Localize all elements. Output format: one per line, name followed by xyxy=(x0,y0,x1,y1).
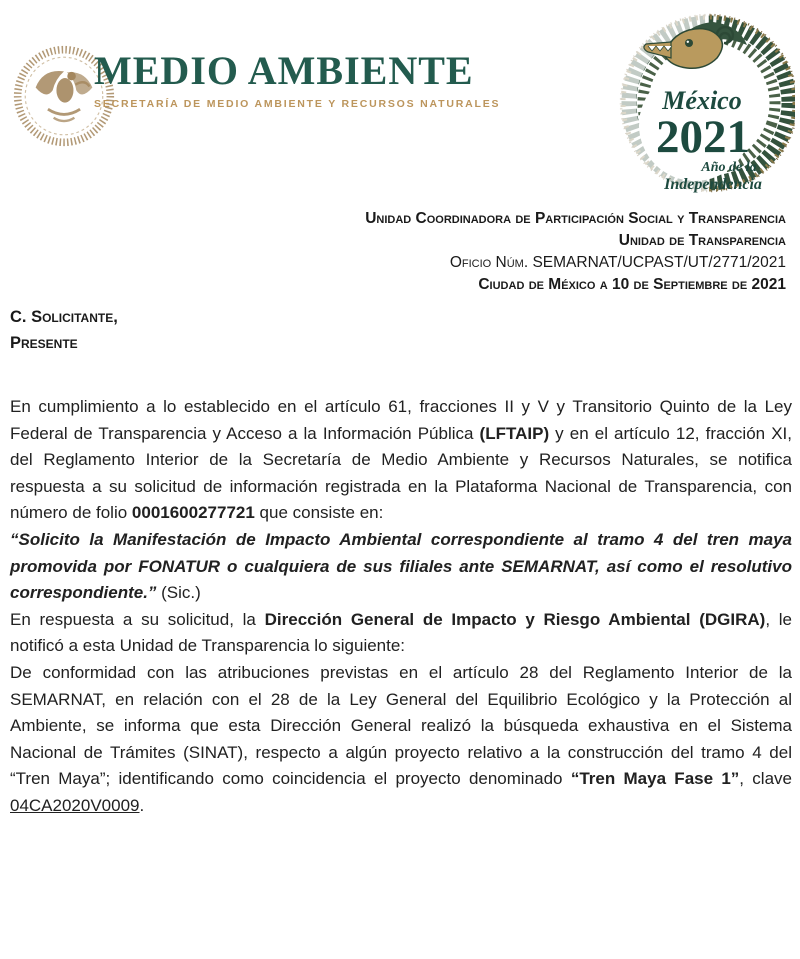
office-unit-line: Unidad Coordinadora de Participación Social y Transparencia xyxy=(365,210,786,227)
paragraph-legal-basis: En cumplimiento a lo establecido en el artículo 61, fracciones II y V y Transitorio Quinto de la Ley Federal de Transparencia y Acceso a la Información Pública (LFTAIP) y en el artículo 12, fracción XI, del Reglamento Interior de la Secretaría de Medio Ambiente y Recursos Naturales, se notifica respuesta a su solicitud de información registrada en la Plataforma Nacional de Transparencia, con número de folio 0001600277721 que consiste en: xyxy=(10,397,792,523)
badge-tagline-line1: Año de la xyxy=(701,160,757,175)
ministry-title: MEDIO AMBIENTE xyxy=(94,48,474,93)
paragraph-dgira-response: De conformidad con las atribuciones previstas en el artículo 28 del Reglamento Interior de la SEMARNAT, en relación con el 28 de la Ley General del Equilibrio Ecológico y la Protección al Ambiente, se informa que esta Dirección General realizó la búsqueda exhaustiva en el Sistema Nacional de Trámites (SINAT), respecto a algún proyecto relativo a la construcción del tramo 4 del “Tren Maya”; identificando como coincidencia el proyecto denominado “Tren Maya Fase 1”, clave 04CA2020V0009. xyxy=(10,662,792,815)
badge-year-label: 2021 xyxy=(656,111,750,163)
letter-body xyxy=(10,394,792,820)
quetzalcoatl-emblem-icon xyxy=(617,12,795,196)
office-header-block xyxy=(365,208,786,296)
office-number-line: Oficio Núm. SEMARNAT/UCPAST/UT/2771/2021 xyxy=(449,254,786,271)
paragraph-response-intro: En respuesta a su solicitud, la Dirección General de Impacto y Riesgo Ambiental (DGIRA), le notificó a esta Unidad de Transparencia lo siguiente: xyxy=(10,609,792,656)
recipient-block xyxy=(10,304,118,356)
recipient-presente: Presente xyxy=(10,334,78,352)
badge-tagline-line2: Independencia xyxy=(664,176,762,193)
mexico-2021-badge xyxy=(617,12,795,196)
semarnat-wordmark xyxy=(94,50,500,110)
request-quote: “Solicito la Manifestación de Impacto Ambiental correspondiente al tramo 4 del tren maya promovida por FONATUR o cualquiera de sus filiales ante SEMARNAT, así como el resolutivo correspondiente.” (Sic.) xyxy=(10,529,792,603)
office-date-line: Ciudad de México a 10 de Septiembre de 2021 xyxy=(478,276,786,293)
badge-country-label: México xyxy=(662,86,742,115)
recipient-name: C. Solicitante, xyxy=(10,308,118,326)
ministry-subtitle: SECRETARÍA DE MEDIO AMBIENTE Y RECURSOS NATURALES xyxy=(94,98,501,110)
office-subunit-line: Unidad de Transparencia xyxy=(618,232,786,249)
